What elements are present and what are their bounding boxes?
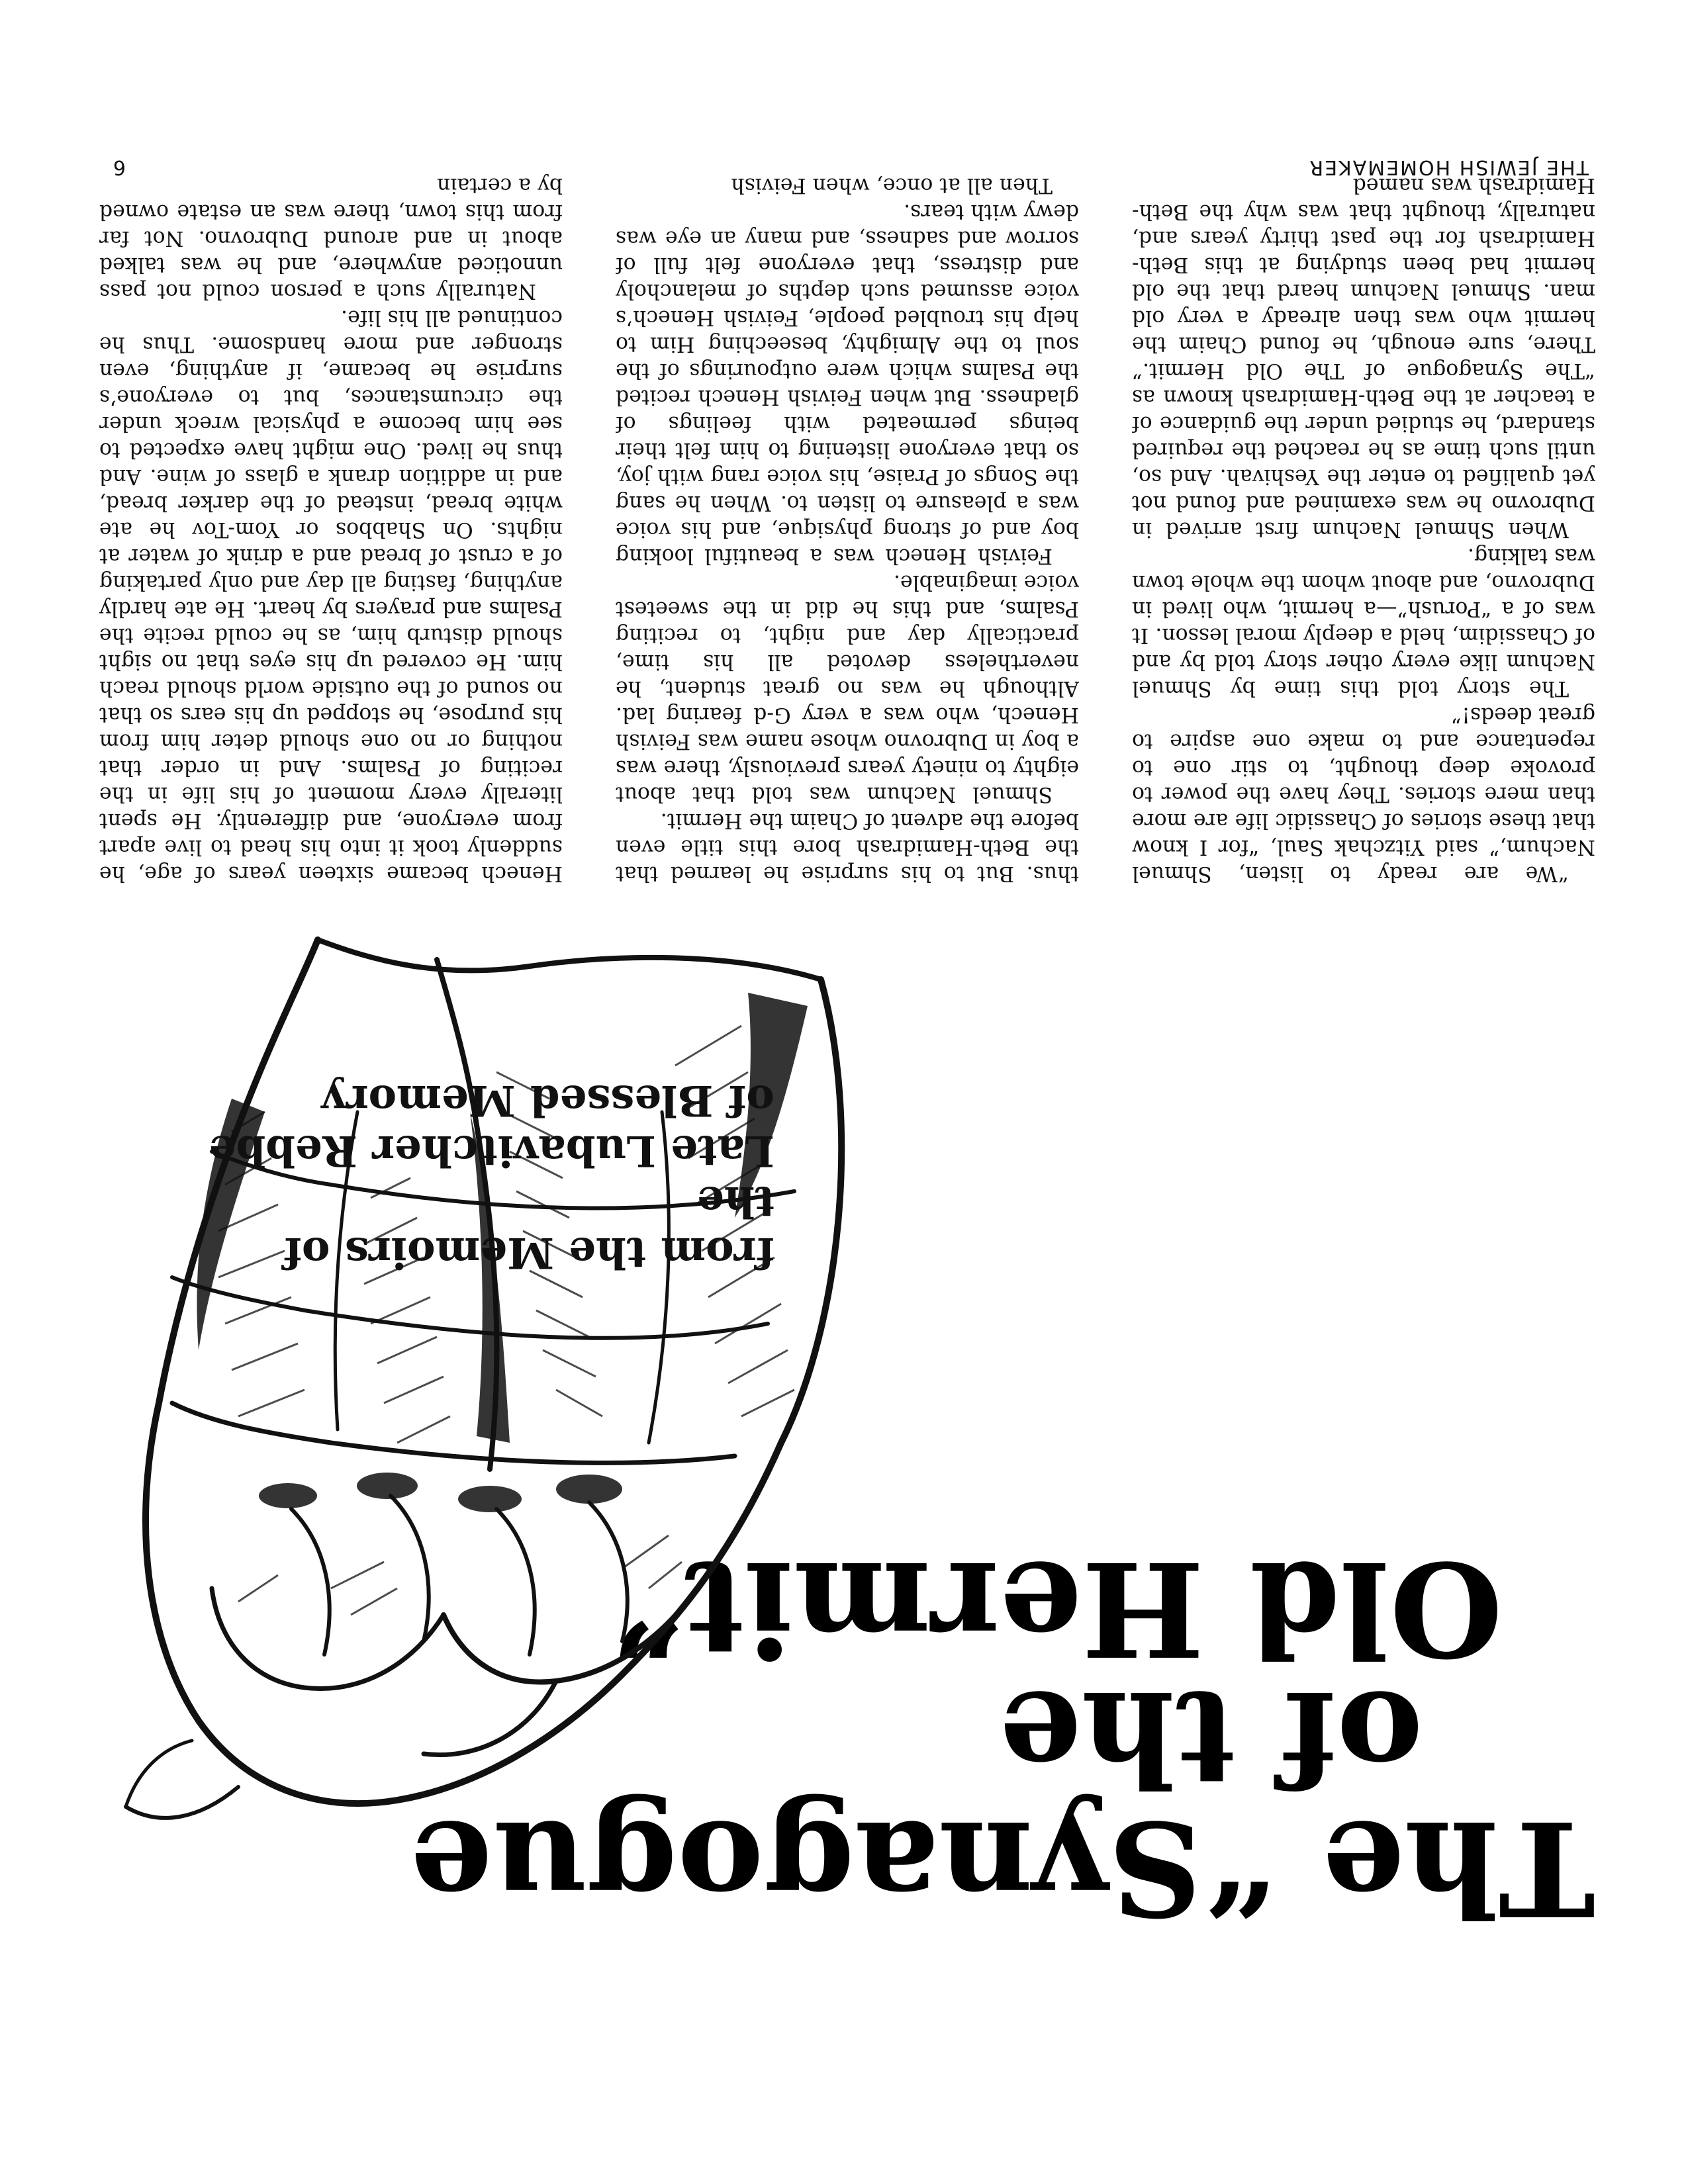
paragraph: Shmuel Nachum was told that about eighty to ninety years previously, there was a boy in Dubrovno whose name was Feivish Henech, who was a very G-d fearing lad. Although he was no great student, he nevertheless devoted all his time, practically day and night, to reciting Psalms, and this he did in the sweetest voice imaginable. (616, 570, 1079, 806)
paragraph: When Shmuel Nachum first arrived in Dubrovno he was examined and found not yet qualified to enter the Yeshivah. And so, until such time as he reached the required standard, he studied under the guidance of a teacher at the Beth-Hamidrash known as “The Synagogue of The Old Hermit.” There, sure enough, he found Chaim the hermit who was then already a very old man. Shmuel Nachum heard that the old hermit had been studying at this Beth-Hamidrash for the past thirty years and, naturally, thought that was why the Beth-Hamidrash was named (1132, 173, 1595, 541)
title-line: The “Synagogue (410, 1792, 1595, 1944)
paragraph: Feivish Henech was a beautiful looking boy and of strong physique, and his voice was a pleasure to listen to. When he sang the Songs of Praise, his voice rang with joy, so that everyone listening to him felt their beings permeated with feelings of gladness. But when Feivish Henech recited the Psalms which were outpourings of the soul to the Almighty, beseeching Him to help his troubled people, Feivish Henech’s voice assumed such depths of melancholy and distress, that everyone felt full of sorrow and sadness, and many an eye was dewy with tears. (616, 200, 1079, 568)
text-column-middle (616, 159, 1079, 887)
text-column-right (99, 159, 563, 887)
paragraph: Henech became sixteen years of age, he suddenly took it into his head to live apart from everyone, and differently. He spent literally every moment of his life in the reciting of Psalms. And in order that nothing or no one should deter him from his purpose, he stopped up his ears so that no sound of the outside world should reach him. He covered up his eyes that no sight should disturb him, as he could recite the Psalms and prayers by heart. He ate hardly anything, fasting all day and only partaking of a crust of bread and a drink of water at nights. On Shabbos or Yom-Tov he ate white bread, instead of the darker bread, and in addition drank a glass of wine. And thus he lived. One might have expected to see him become a physical wreck under the circumstances, but to everyone’s surprise he became, if anything, even stronger and more handsome. Thus he continued all his life. (99, 306, 563, 886)
paragraph: thus. But to his surprise he learned that the Beth-Hamidrash bore this title even before the advent of Chaim the Hermit. (616, 809, 1079, 886)
scan-top-margin (0, 2091, 1688, 2184)
article-subtitle (192, 1074, 774, 1277)
subtitle-line: from the Memoirs of the (283, 1177, 774, 1277)
running-header-journal: THE JEWISH HOMEMAKER (1308, 156, 1589, 179)
subtitle-line: of Blessed Memory (321, 1075, 774, 1125)
text-column-left (1132, 159, 1595, 887)
page-number: 6 (111, 156, 126, 179)
paragraph: Then all at once, when Feivish (731, 173, 1053, 197)
title-line: Old Hermit” (610, 1532, 1503, 1684)
paragraph: The story told this time by Shmuel Nachum like every other story told by and of Chassidim, held a deeply moral lesson. It was of a “Porush”—a hermit, who lived in Dubrovno, and about whom the whole town was talking. (1132, 544, 1595, 700)
subtitle-line: Late Lubavitcher Rebbe (209, 1126, 774, 1176)
paragraph: Naturally such a person could not pass unnoticed anywhere, and he was talked about in and around Dubrovno. Not far from this town, there was an estate owned by a certain (99, 173, 563, 303)
title-line: of the (998, 1662, 1423, 1814)
scan-bottom-margin (0, 0, 1688, 79)
article-title (410, 1532, 1595, 1944)
paragraph: “We are ready to listen, Shmuel Nachum,” said Yitzchak Saul, “for I know that these stories of Chassidic life are more than mere stories. They have the power to provoke deep thought, to stir one to repentance and to make one aspire to great deeds!” (1132, 703, 1595, 886)
